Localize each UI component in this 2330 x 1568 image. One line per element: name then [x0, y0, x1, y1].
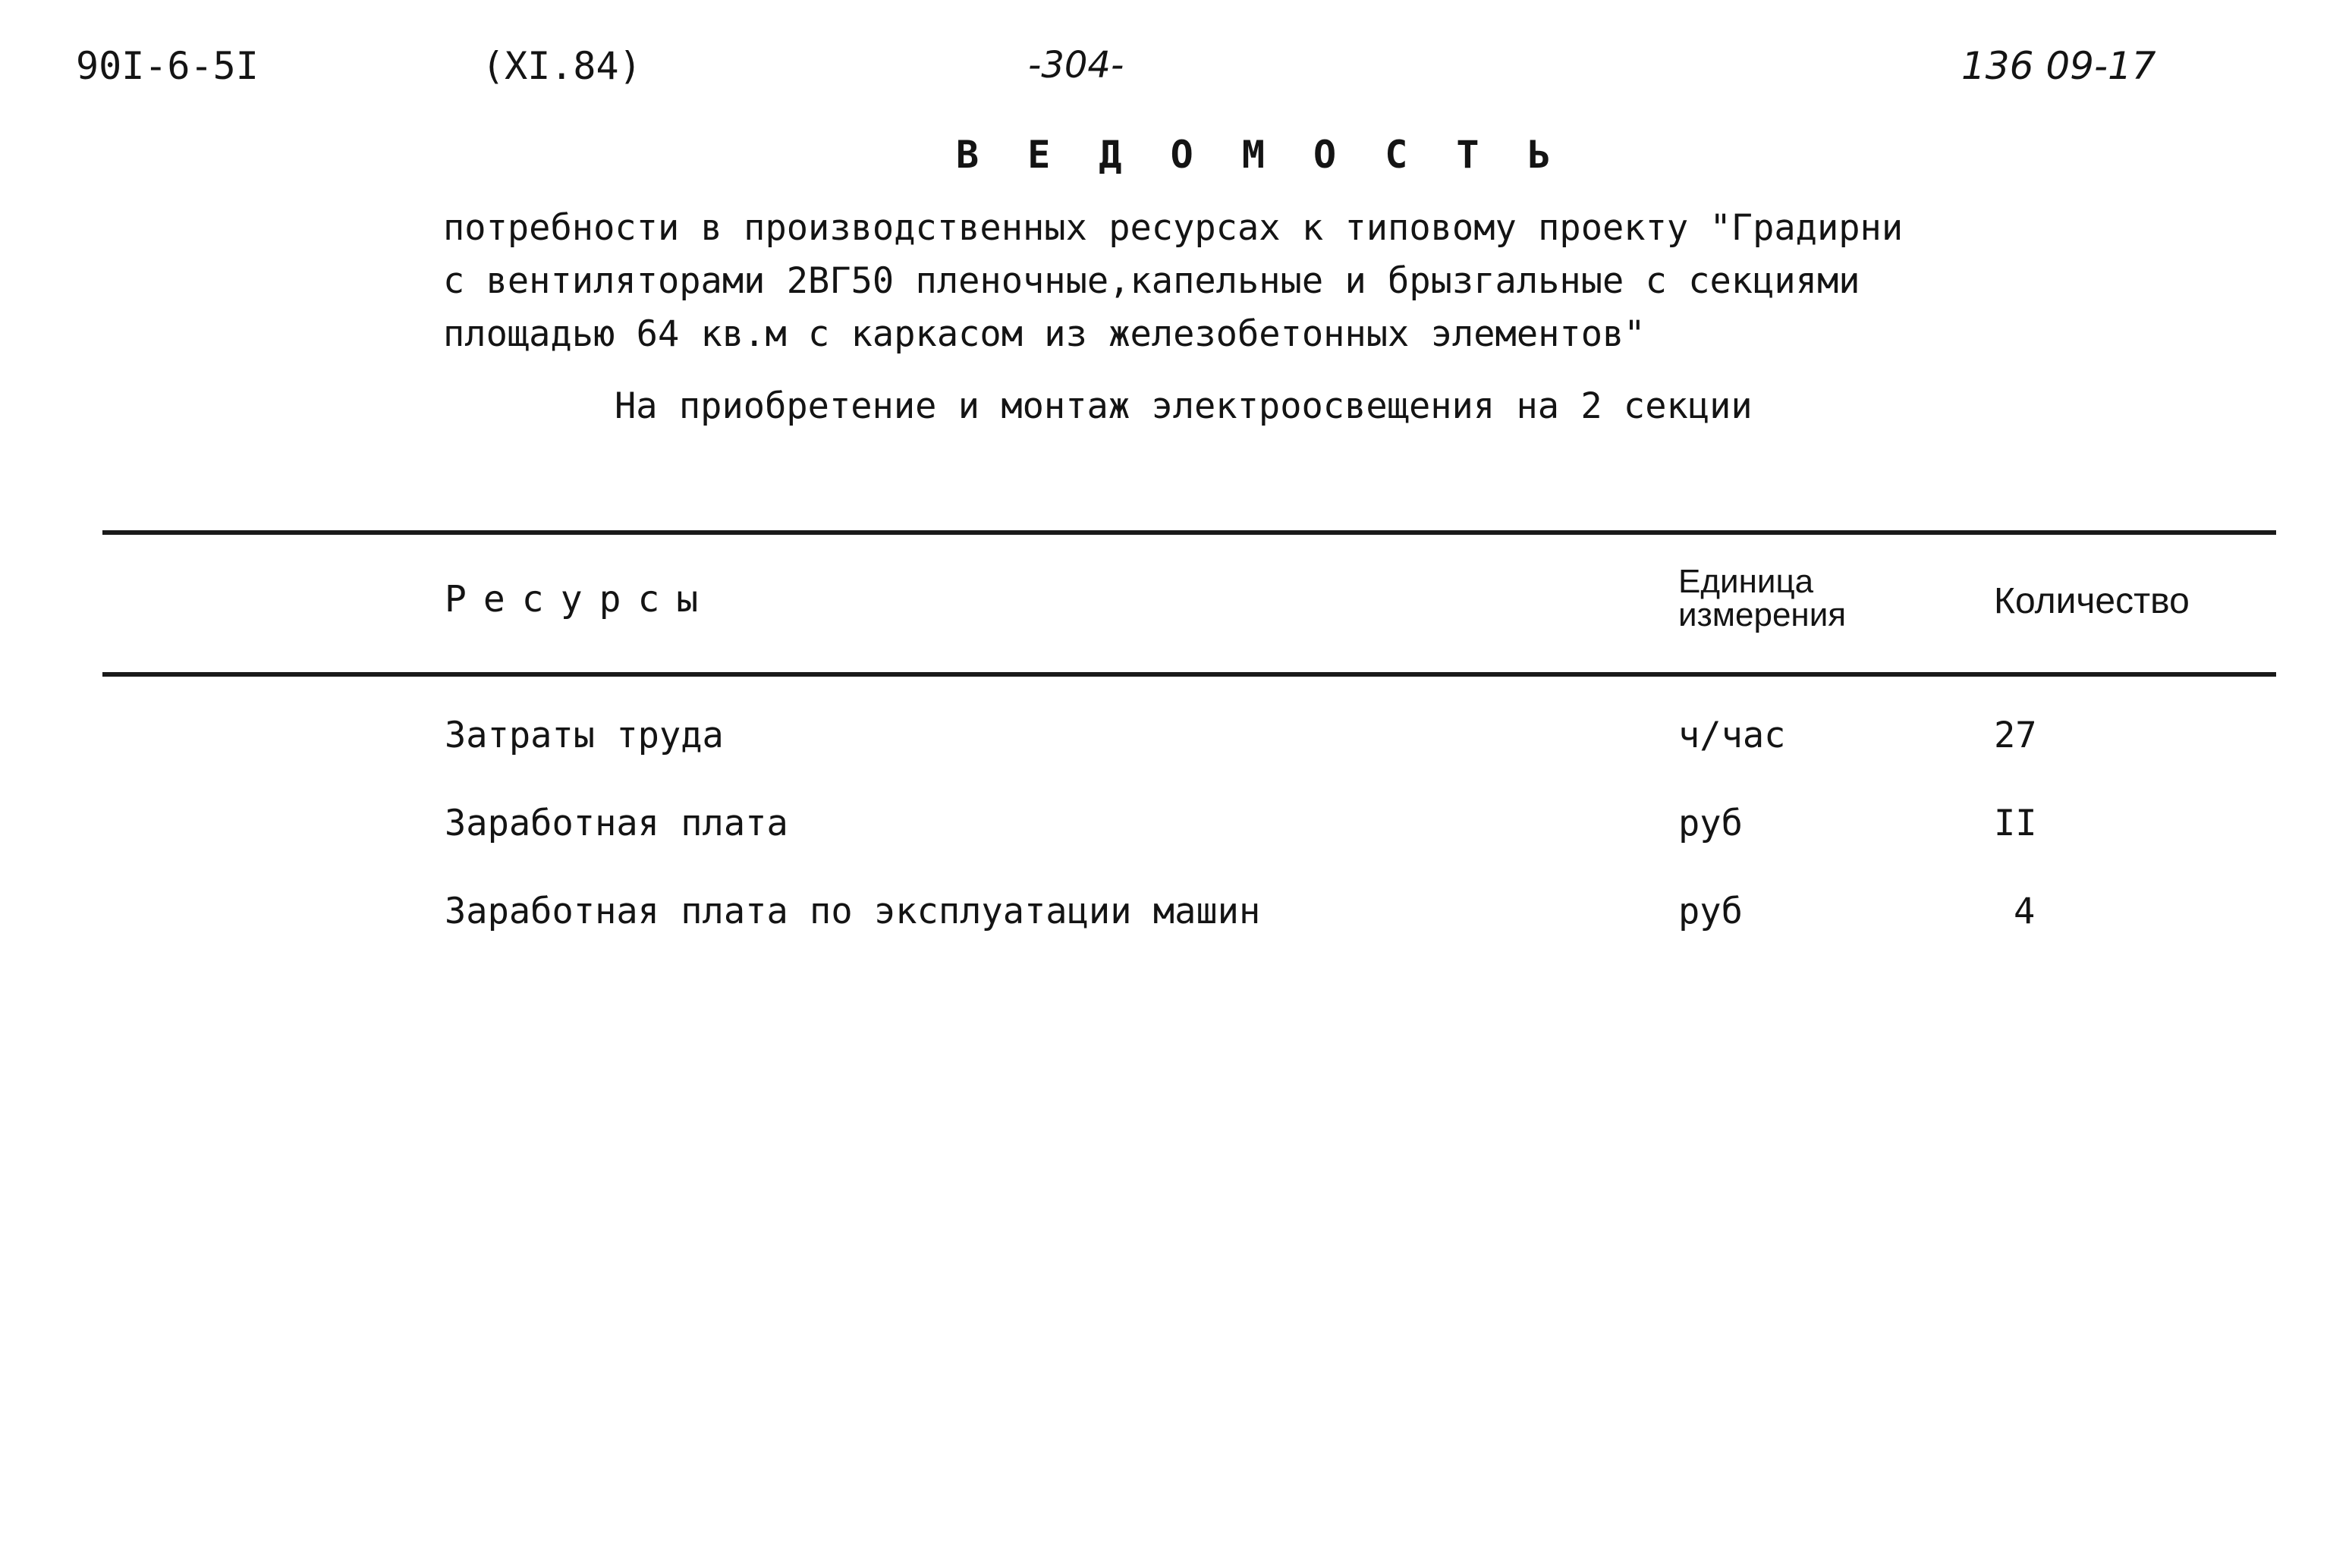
table-top-rule — [102, 530, 2276, 535]
table-row — [0, 803, 2330, 863]
page-number: -304- — [1028, 44, 1124, 86]
resource-name: Заработная плата по эксплуатации машин — [445, 891, 1261, 932]
page-title: В Е Д О М О С Т Ь — [956, 133, 1564, 177]
purpose-line: На приобретение и монтаж электроосвещения на 2 секции — [615, 385, 1753, 427]
resource-unit: ч/час — [1678, 715, 1786, 756]
column-header-quantity: Количество — [1994, 581, 2190, 621]
document-date: (XI.84) — [482, 44, 642, 88]
column-header-resources: Ресурсы — [445, 578, 715, 621]
column-header-unit-line-1: Единица — [1678, 563, 1814, 600]
sheet-code: 136 09-17 — [1961, 44, 2156, 88]
resource-name: Затраты труда — [445, 715, 724, 756]
resource-quantity: II — [1994, 803, 2037, 844]
resource-unit: руб — [1678, 803, 1743, 844]
resource-quantity: 27 — [1994, 715, 2037, 756]
table-row — [0, 891, 2330, 951]
resource-quantity: 4 — [2014, 891, 2036, 932]
table-header-rule — [102, 672, 2276, 677]
table-row — [0, 715, 2330, 775]
column-header-unit-line-2: измерения — [1678, 596, 1847, 633]
subtitle-line-2: с вентиляторами 2ВГ50 пленочные,капельные и брызгальные с секциями — [443, 260, 1860, 302]
resource-name: Заработная плата — [445, 803, 788, 844]
document-code: 90I-6-5I — [76, 44, 259, 88]
resource-unit: руб — [1678, 891, 1743, 932]
subtitle-line-1: потребности в производственных ресурсах к типовому проекту "Градирни — [443, 207, 1904, 249]
subtitle-line-3: площадью 64 кв.м с каркасом из железобетонных элементов" — [443, 313, 1646, 355]
